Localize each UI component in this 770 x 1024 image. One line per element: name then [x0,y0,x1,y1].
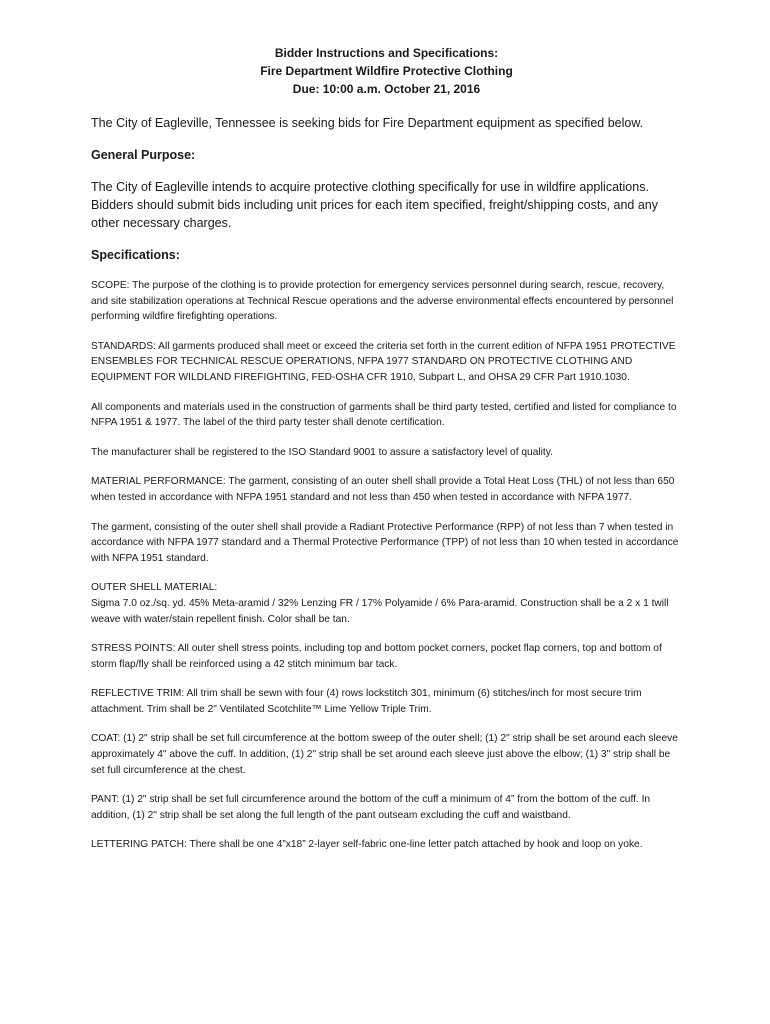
coat-paragraph: COAT: (1) 2" strip shall be set full circumference at the bottom sweep of the outer shell; (1) 2" strip shall be set around each sleeve approximately 4" above the cuff. In addition, (1) 2" strip shall be set around each sleeve just above the elbow; (1) 3" strip shall be set full circumference at the chest. [91,733,678,776]
outer-shell-text: Sigma 7.0 oz./sq. yd. 45% Meta-aramid / 32% Lenzing FR / 17% Polyamide / 6% Para-aramid. Construction shall be a 2 x 1 twill weave with water/stain repellent finish. Color shall be tan. [91,597,669,625]
scope-paragraph: SCOPE: The purpose of the clothing is to provide protection for emergency services personnel during search, rescue, recovery, and site stabilization operations at Technical Rescue operations and the adverse environmental effects encountered by personnel performing wildfire firefighting operations. [91,280,674,323]
rpp-tpp-paragraph: The garment, consisting of the outer shell shall provide a Radiant Protective Performance (RPP) of not less than 7 when tested in accordance with NFPA 1977 standard and a Thermal Protective Performance (TPP) of not less than 10 when tested in accordance with NFPA 1951 standard. [91,521,679,564]
iso-paragraph: The manufacturer shall be registered to the ISO Standard 9001 to assure a satisfactory level of quality. [91,446,553,458]
outer-shell-heading: OUTER SHELL MATERIAL: [91,582,218,594]
components-paragraph: All components and materials used in the construction of garments shall be third party tested, certified and listed for compliance to NFPA 1951 & 1977. The label of the third party tester shall denote certification. [91,401,677,429]
general-purpose-heading: General Purpose: [91,148,196,162]
lettering-patch-paragraph: LETTERING PATCH: There shall be one 4”x18” 2-layer self-fabric one-line letter patch attached by hook and loop on yoke. [91,839,643,851]
outer-shell-section [91,580,682,627]
material-performance-paragraph: MATERIAL PERFORMANCE: The garment, consisting of an outer shell shall provide a Total Heat Loss (THL) of not less than 650 when tested in accordance with NFPA 1951 standard and not less than 450 when tested in accordance with NFPA 1977. [91,476,675,503]
title-line-2: Fire Department Wildfire Protective Clothing [260,64,513,78]
reflective-trim-paragraph: REFLECTIVE TRIM: All trim shall be sewn with four (4) rows lockstitch 301, minimum (6) stitches/inch for most secure trim attachment. Trim shall be 2" Ventilated Scotchlite™ Lime Yellow Triple Trim. [91,688,642,715]
pant-paragraph: PANT: (1) 2" strip shall be set full circumference around the bottom of the cuff a minimum of 4” from the bottom of the cuff. In addition, (1) 2" strip shall be set along the full length of the pant outseam excluding the cuff and waistband. [91,794,651,821]
stress-points-paragraph: STRESS POINTS: All outer shell stress points, including top and bottom pocket corners, pocket flap corners, top and bottom of storm flap/fly shall be reinforced using a 42 stitch minimum bar tack. [91,643,662,670]
standards-paragraph: STANDARDS: All garments produced shall meet or exceed the criteria set forth in the current edition of NFPA 1951 PROTECTIVE ENSEMBLES FOR TECHNICAL RESCUE OPERATIONS, NFPA 1977 STANDARD ON PROTECTIVE CLOTHING AND EQUIPMENT FOR WILDLAND FIREFIGHTING, FED-OSHA CFR 1910, Subpart L, and OHSA 29 CFR Part 1910.1030. [91,340,676,383]
intro-paragraph: The City of Eagleville, Tennessee is seeking bids for Fire Department equipment as specified below. [91,116,644,130]
general-purpose-text: The City of Eagleville intends to acquire protective clothing specifically for use in wildfire applications. Bidders should submit bids including unit prices for each item specified, freight/shipping costs, and any other necessary charges. [91,180,658,230]
specifications-heading: Specifications: [91,248,180,262]
title-line-1: Bidder Instructions and Specifications: [274,46,499,60]
title-line-3: Due: 10:00 a.m. October 21, 2016 [292,82,481,96]
document-title [91,44,682,98]
